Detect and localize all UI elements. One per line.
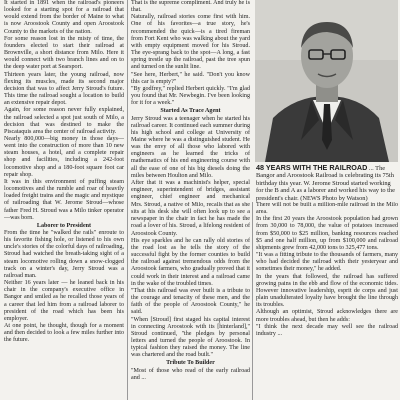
paragraph: After that it was a machinist's helper, special engineer, superintendent of bridges, assistant engineer, chief engineer and mechanical — [131, 179, 250, 200]
article-column-1 — [4, 0, 124, 400]
photo-caption — [256, 164, 398, 202]
paragraph: "It was a fitting tribute to the thousands of farmers, many who had decided the railroad with their yesteryear and sometimes their money," he added. — [256, 252, 398, 273]
paragraph: Nearly 800,000—big money in those days—went into the construction of more than 10 new steam houses, a hotel, and a complete repair shop and facilities, including a 242-foot locomotive shop and a 180-foot square foot car repair shop. — [4, 135, 124, 178]
paragraph: "Most of those who read of the early railroad and ... — [131, 367, 250, 381]
paragraph: "When [Stroud] first staged his capital interest in connecting Aroostook with its [hinterland]," Stroud continued, "the pledges by personal letters and turned the people of Aroostook. In typical fashion they raised the money. The line was chartered and the road built." — [131, 316, 250, 359]
paragraph: It started in 1891 when the railroad's pioneers looked for a starting spot for a railroad that would extend from the border of Maine to what is now Aroostook County and open Aroostook County to the markets of the nation. — [4, 0, 124, 35]
paragraph: "I think the next decade may well see the railroad industry ... — [256, 323, 398, 337]
article-column-2 — [131, 0, 250, 200]
paragraph: Again, for some reason never fully explained, the railroad selected a spot just south of Milo, a decision that was destined to make the Piscataquis area the center of railroad activity. — [4, 107, 124, 135]
subheading: Tribute To Builder — [166, 360, 215, 367]
portrait-photo — [255, 0, 398, 162]
paragraph: Naturally, railroad stories come first with him. One of his favorites—a true story, he's recommended the quick—is a tired fireman from Fort Kent who was walking about the yard with empty equipment moved for his Stroud. The eye-sprang back to the spot—A long, a fast spring trestle up the railroad, past the tree spun and turned on the sunlit line. — [131, 14, 250, 71]
article-column-4 — [256, 202, 398, 400]
subheading: Started As Trace Agent — [160, 108, 221, 115]
paragraph: In the years that followed, the railroad has suffered growing pains in the ebb and flow of the economic tides. However innovative leadership, esprit de corps and just plain unadulterated loyalty have brought the line through its troubles. — [256, 273, 398, 309]
paragraph: In the first 20 years the Aroostook population had grown from 30,000 to 78,000, the value of potatoes increased from $50,000 to $25 million, banking resources reached $5 and one half million, up from $100,000 and railroad shipments grew from 42,000 tons to 325,477 tons. — [256, 216, 398, 251]
article-column-3 — [131, 202, 250, 400]
paragraph: At one point, he thought, though for a moment and then decided to look a few miles further into the future. — [4, 323, 124, 344]
paragraph: His eye sparkles and he can rally old stories of the road lost as he tells the story of the successful fight by the former counties to build the railroad against tremendous odds from the Aroostook farmers, who gradually proved that it could work in their interest and a railroad came in the wake of the troubled times. — [131, 237, 250, 287]
paragraph: "See here, Herbert," he said. "Don't you know this car is empty?" — [131, 71, 250, 85]
paragraph: Mrs. Stroud, a native of Milo, recalls that as she sits at his desk she will often look up to see a newspaper in the chair in fact he has made the road a lover of his. Stroud, a lifelong resident of Aroostook County. — [131, 202, 250, 237]
paragraph: "That this railroad was ever built is a tribute to the courage and tenacity of these men, and the faith of the people of Aroostook County," he said. — [131, 287, 250, 316]
paragraph: There will not be built a million-mile railroad in the Milo area. — [256, 202, 398, 216]
paragraph: Neither 16 years later — he leaned back in his chair in the company's executive office in Bangor and smiled as he recalled those years of a career that led him from a railroad laborer to president of the road which has been his employer. — [4, 280, 124, 322]
portrait-image — [255, 0, 398, 162]
column-divider — [127, 0, 128, 400]
subheading: Laborer to President — [36, 222, 92, 229]
paragraph: "By godfrey," replied Herbert quickly. "I'm glad you found that Mr. Newbegin. I've been looking for it for a week." — [131, 85, 250, 107]
caption-headline: 48 YEARS WITH THE RAILROAD — [256, 163, 368, 172]
paragraph: It was in this environment of puffing steam locomotives and the rumble and roar of heavily loaded freight trains and the magic and mystique of railroading that W. Jerome Stroud—whose father Fred H. Stroud was a Milo tinker operator—was born. — [4, 178, 124, 221]
paragraph: That is the supreme compliment. And truly he is that. — [131, 0, 250, 14]
column-divider — [252, 202, 253, 400]
paragraph: Although an optimist, Stroud acknowledges there are more troubles ahead, but then he adds: — [256, 309, 398, 323]
paragraph: From the time he "walked the rails" enroute to his favorite fishing hole, or listened to his own uncle's stories of the colorful days of railroading, Stroud had watched the breath-taking sight of a steam locomotive rolling down a snow-clogged track on a winter's day, Jerry Stroud was a railroad man. — [4, 230, 124, 279]
paragraph: For some reason lost in the misty of time, the founders elected to start their railroad at Brownville, a short distance from Milo. Here it would connect with two branch lines and on to the deep water port at Searsport. — [4, 35, 124, 71]
paragraph: Thirteen years later, the young railroad, now flexing its muscles, made its second major decision that was to affect Jerry Stroud's future. This time the railroad sought a location to build an extensive repair depot. — [4, 71, 124, 107]
caption-text: ... The Bangor and Aroostook Railroad is celebrating its 75th birthday this year. W. Jerome Stroud started working for the B and A as a laborer and worked his way to the president's chair. (NEWS Photo by Watson) — [256, 165, 395, 202]
paragraph: Jerry Stroud was a teenager when he started his railroad career. It continued each summer during his high school and college at University of Maine where he was a distinguished student. He was the envy of all those who labored with engineers as he learned the tricks of mathematics of his end engineering course with all the ease of one of his big diesels doing the miles between Houlton and Milo. — [131, 115, 250, 179]
